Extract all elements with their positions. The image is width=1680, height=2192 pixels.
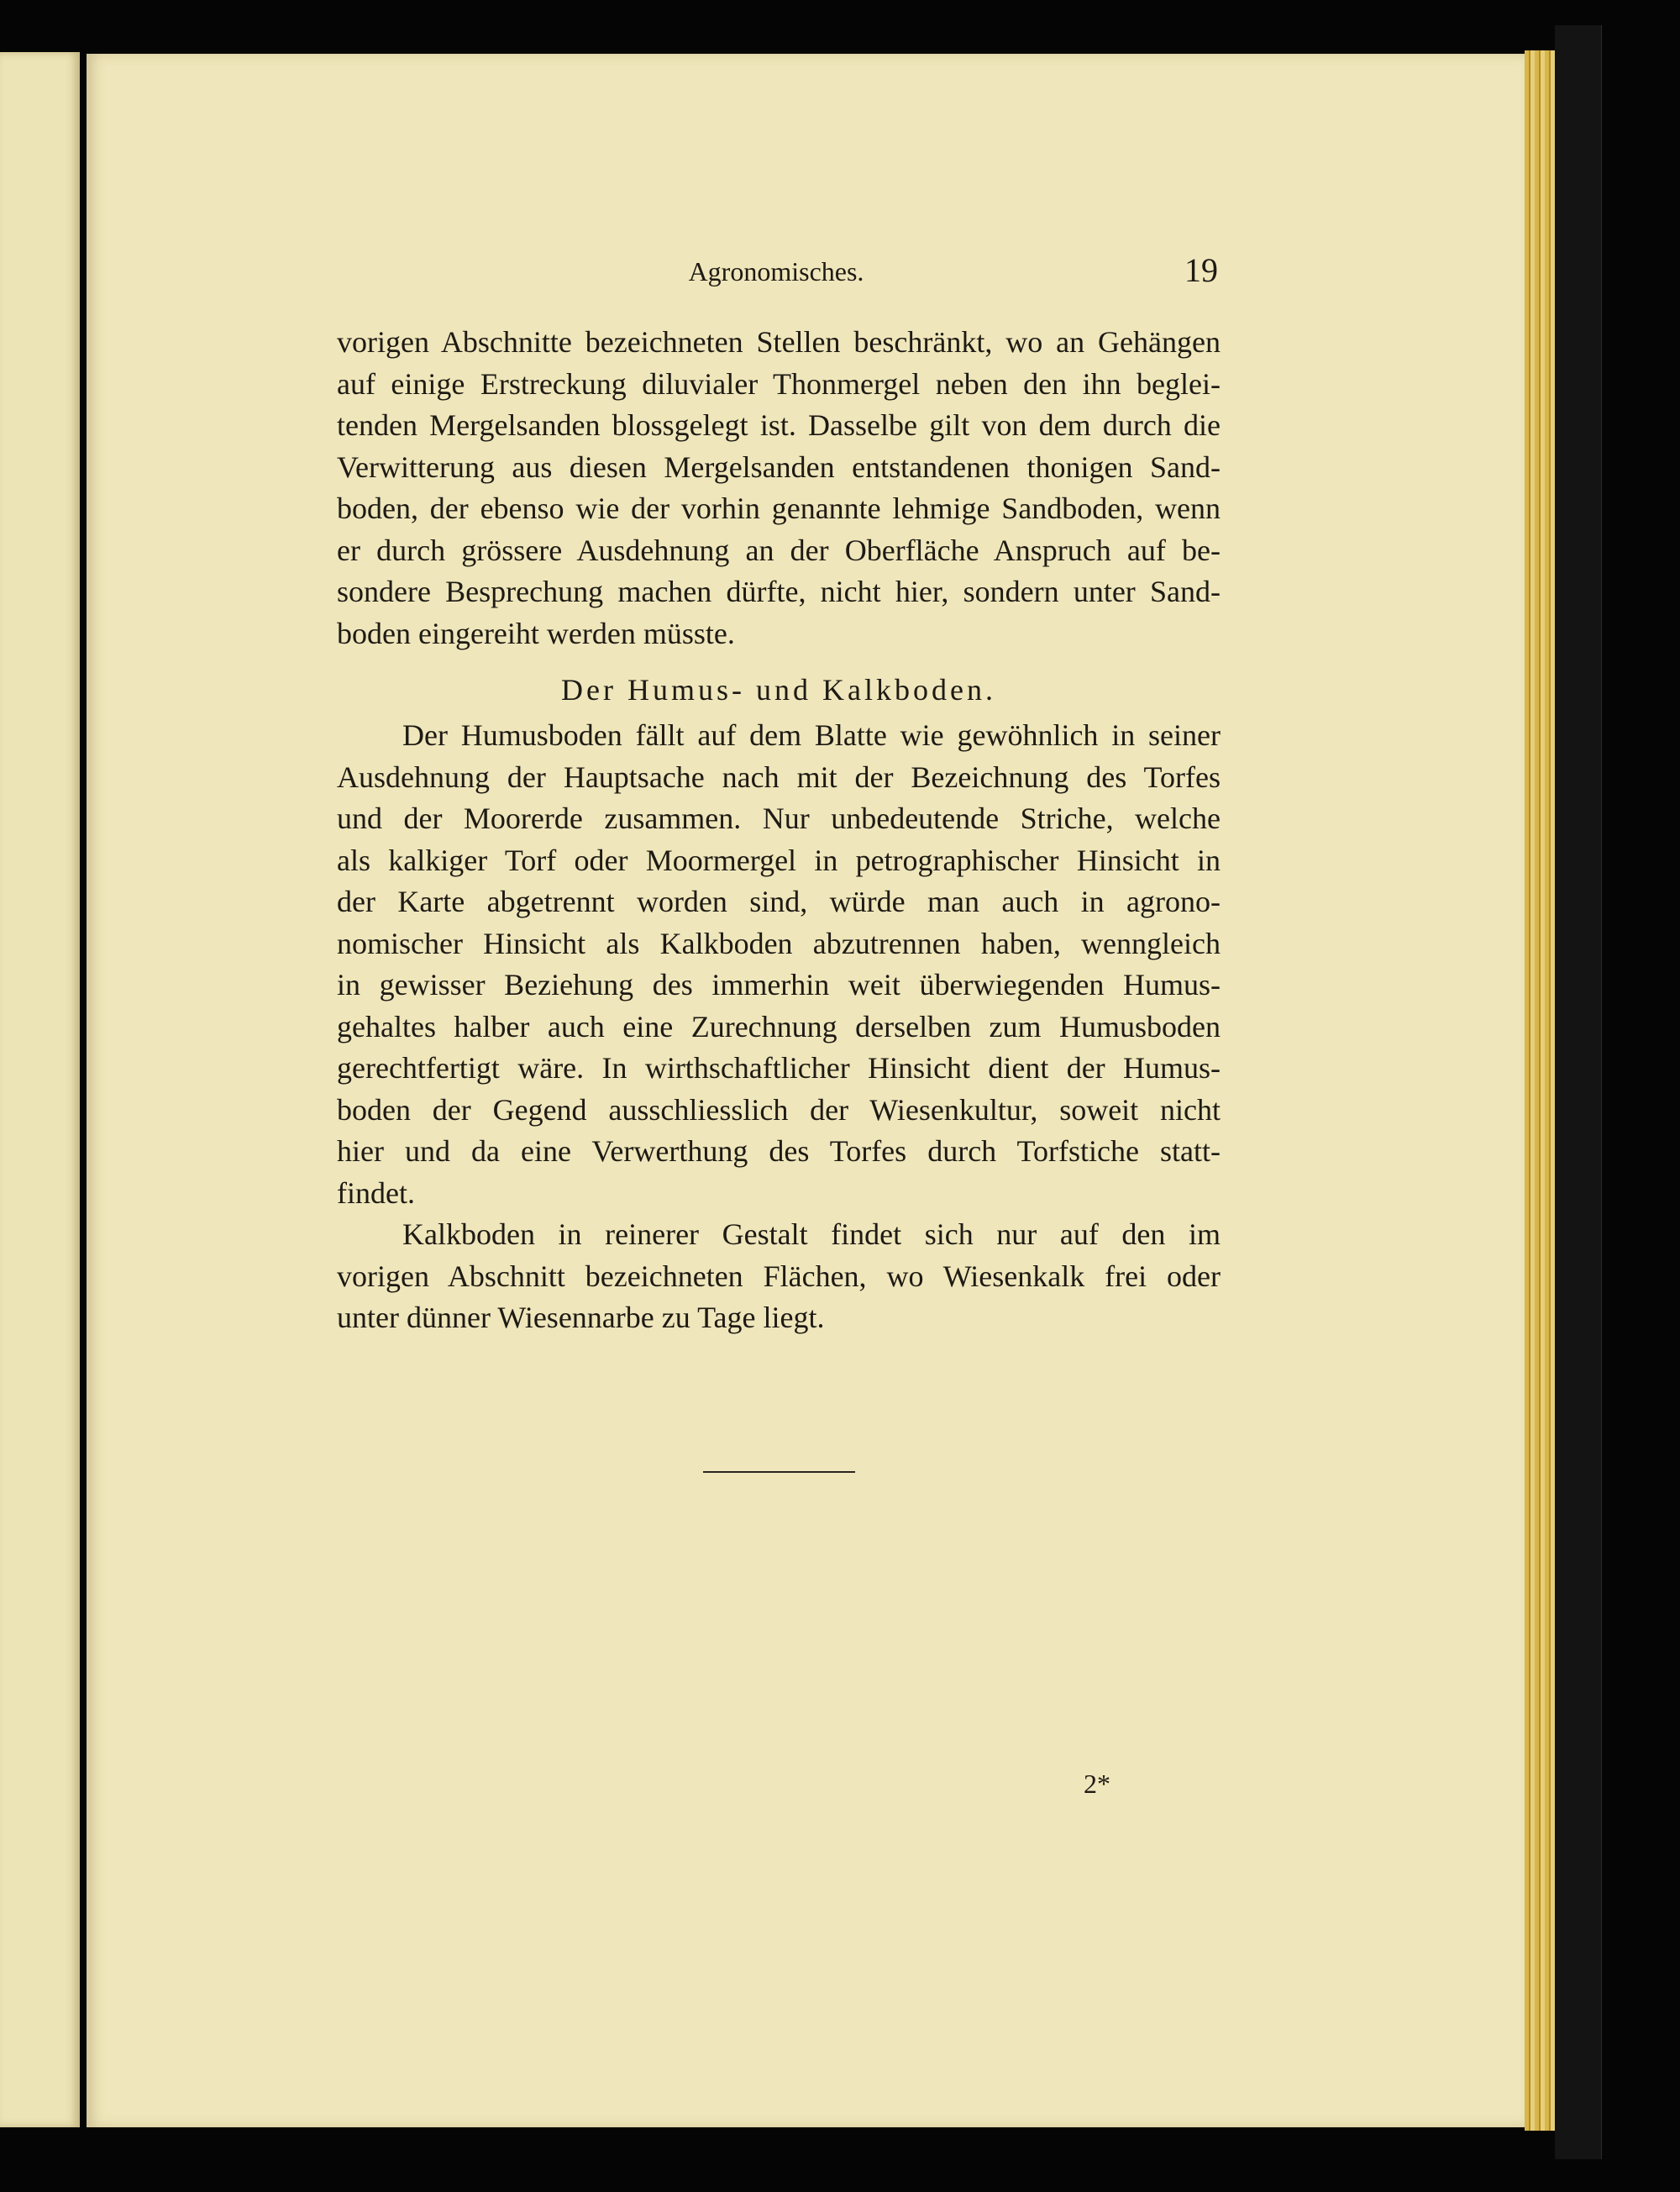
text-line: vorigen Abschnitt bezeichneten Flächen, wo Wiesenkalk frei oder xyxy=(337,1259,1221,1293)
text-line: sondere Besprechung machen dürfte, nicht hier, sondern unter Sand- xyxy=(337,575,1221,608)
page-edges xyxy=(1525,50,1555,2131)
book-cover xyxy=(1555,25,1602,2159)
left-page-edge xyxy=(0,52,80,2127)
text-line: Ausdehnung der Hauptsache nach mit der Bezeichnung des Torfes xyxy=(337,760,1221,794)
text-line: boden, der ebenso wie der vorhin genannte lehmige Sandboden, wenn xyxy=(337,491,1221,525)
text-line: er durch grössere Ausdehnung an der Oberfläche Anspruch auf be- xyxy=(337,533,1221,567)
signature-mark: 2* xyxy=(1084,1769,1110,1799)
text-line: auf einige Erstreckung diluvialer Thonmergel neben den ihn beglei- xyxy=(337,366,1221,401)
text-line: findet. xyxy=(337,1175,415,1210)
section-end-rule xyxy=(703,1471,855,1473)
text-line: der Karte abgetrennt worden sind, würde man auch in agrono- xyxy=(337,885,1221,918)
text-line: vorigen Abschnitte bezeichneten Stellen beschränkt, wo an Gehängen xyxy=(337,325,1221,359)
running-header: Agronomisches. xyxy=(688,256,864,286)
paragraph-3 xyxy=(337,1214,1221,1339)
text-line: Der Humusboden fällt auf dem Blatte wie gewöhnlich in seiner xyxy=(402,718,1221,752)
text-line: Kalkboden in reinerer Gestalt findet sich nur auf den im xyxy=(402,1217,1221,1251)
text-line: als kalkiger Torf oder Moormergel in petrographischer Hinsicht in xyxy=(337,843,1221,877)
text-line: hier und da eine Verwerthung des Torfes durch Torfstiche statt- xyxy=(337,1134,1221,1168)
text-line: gerechtfertigt wäre. In wirthschaftlicher Hinsicht dient der Humus- xyxy=(337,1051,1221,1085)
page-number: 19 xyxy=(1184,251,1218,289)
text-line: in gewisser Beziehung des immerhin weit überwiegenden Humus- xyxy=(337,968,1221,1001)
text-line: und der Moorerde zusammen. Nur unbedeutende Striche, welche xyxy=(337,802,1221,835)
text-line: boden eingereiht werden müsste. xyxy=(337,616,735,650)
text-line: unter dünner Wiesennarbe zu Tage liegt. xyxy=(337,1301,825,1334)
text-line: Verwitterung aus diesen Mergelsanden entstandenen thonigen Sand- xyxy=(337,449,1221,484)
section-heading: Der Humus- und Kalkboden. xyxy=(561,673,996,707)
text-line: boden der Gegend ausschliesslich der Wiesenkultur, soweit nicht xyxy=(337,1092,1221,1127)
paragraph-1 xyxy=(337,322,1221,654)
paragraph-2 xyxy=(337,715,1221,1214)
text-line: gehaltes halber auch eine Zurechnung derselben zum Humusboden xyxy=(337,1009,1221,1043)
text-line: nomischer Hinsicht als Kalkboden abzutrennen haben, wenngleich xyxy=(337,926,1221,960)
page-body xyxy=(337,322,1221,1339)
text-line: tenden Mergelsanden blossgelegt ist. Dasselbe gilt von dem durch die xyxy=(337,408,1221,442)
